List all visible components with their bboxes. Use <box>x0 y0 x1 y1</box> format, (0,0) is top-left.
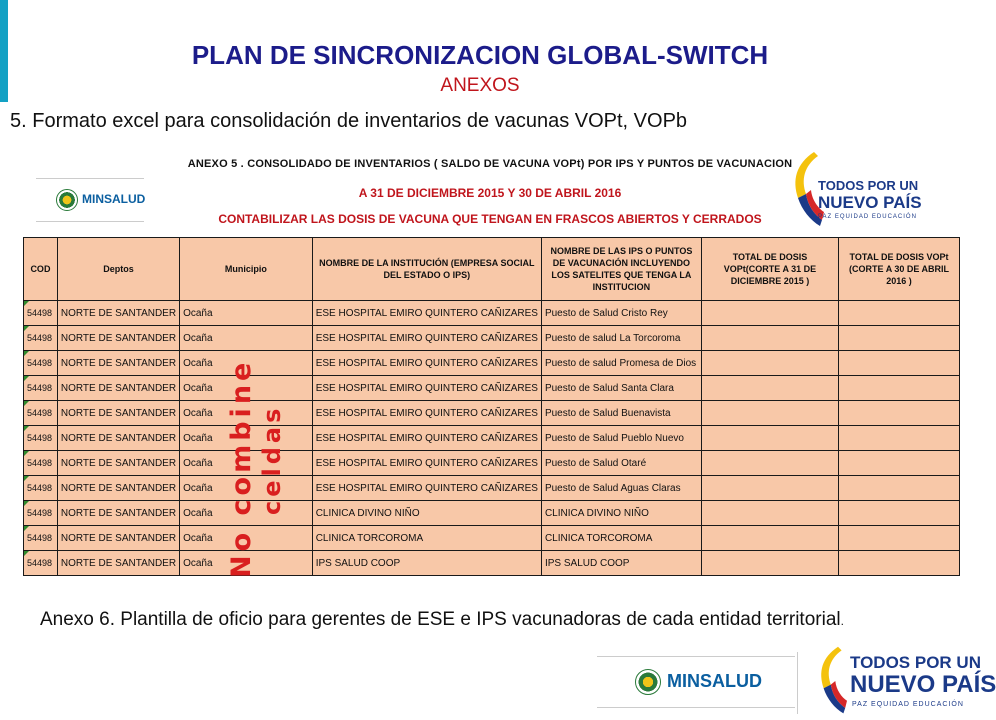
minsalud-logo-text: MINSALUD <box>667 671 762 691</box>
inventory-table <box>23 237 960 576</box>
table-cell[interactable]: Puesto de Salud Cristo Rey <box>541 301 701 326</box>
table-cell[interactable] <box>839 376 960 401</box>
table-cell[interactable]: Ocaña <box>180 501 313 526</box>
column-header: TOTAL DE DOSIS VOPt (CORTE A 30 DE ABRIL 2016 ) <box>839 238 960 301</box>
no-combine-text: No combine <box>226 358 257 578</box>
page-subtitle: ANEXOS <box>440 75 520 96</box>
table-cell[interactable] <box>839 451 960 476</box>
table-cell[interactable]: ESE HOSPITAL EMIRO QUINTERO CAÑIZARES <box>312 401 541 426</box>
tpun-line1: TODOS POR UN <box>818 178 919 193</box>
sheet-date-line: A 31 DE DICIEMBRE 2015 Y 30 DE ABRIL 2016 <box>358 186 622 200</box>
table-cell[interactable]: Puesto de Salud Santa Clara <box>541 376 701 401</box>
table-cell[interactable]: ESE HOSPITAL EMIRO QUINTERO CAÑIZARES <box>312 301 541 326</box>
table-cell[interactable]: NORTE DE SANTANDER <box>57 301 179 326</box>
table-cell[interactable]: Ocaña <box>180 401 313 426</box>
cell-warning-marker-icon <box>24 501 29 506</box>
table-cell[interactable] <box>839 551 960 576</box>
cell-warning-marker-icon <box>24 526 29 531</box>
table-cell[interactable]: ESE HOSPITAL EMIRO QUINTERO CAÑIZARES <box>312 351 541 376</box>
cell-warning-marker-icon <box>24 326 29 331</box>
cell-cod[interactable]: 54498 <box>24 376 58 401</box>
table-cell[interactable]: CLINICA TORCOROMA <box>312 526 541 551</box>
flag-swoosh-icon <box>806 645 852 717</box>
logo-divider <box>797 652 798 714</box>
column-header: NOMBRE DE LA INSTITUCIÓN (EMPRESA SOCIAL DEL ESTADO O IPS) <box>312 238 541 301</box>
table-row <box>24 326 960 351</box>
table-cell[interactable] <box>701 526 838 551</box>
cell-cod[interactable]: 54498 <box>24 351 58 376</box>
table-cell[interactable] <box>701 326 838 351</box>
table-cell[interactable]: NORTE DE SANTANDER <box>57 326 179 351</box>
table-cell[interactable] <box>839 301 960 326</box>
table-cell[interactable] <box>701 501 838 526</box>
cell-warning-marker-icon <box>24 451 29 456</box>
sheet-heading: ANEXO 5 . CONSOLIDADO DE INVENTARIOS ( SALDO DE VACUNA VOPt) POR IPS Y PUNTOS DE VACUNACION <box>187 158 793 170</box>
column-header: Deptos <box>57 238 179 301</box>
cell-warning-marker-icon <box>24 551 29 556</box>
table-cell[interactable] <box>839 526 960 551</box>
minsalud-logo-small <box>36 178 144 222</box>
table-cell[interactable] <box>701 351 838 376</box>
table-cell[interactable]: NORTE DE SANTANDER <box>57 376 179 401</box>
table-cell[interactable]: NORTE DE SANTANDER <box>57 451 179 476</box>
table-cell[interactable]: Ocaña <box>180 376 313 401</box>
table-cell[interactable]: CLINICA DIVINO NIÑO <box>312 501 541 526</box>
cell-warning-marker-icon <box>24 376 29 381</box>
table-row <box>24 451 960 476</box>
tpun-line1: TODOS POR UN <box>850 653 981 672</box>
table-cell[interactable]: NORTE DE SANTANDER <box>57 401 179 426</box>
page-title: PLAN DE SINCRONIZACION GLOBAL-SWITCH <box>191 40 769 70</box>
minsalud-logo-bottom <box>597 656 795 708</box>
annex6-main: Anexo 6. Plantilla de oficio para gerentes de ESE e IPS vacunadoras de cada entidad territorial <box>40 609 841 630</box>
table-cell[interactable] <box>839 501 960 526</box>
table-cell[interactable] <box>701 301 838 326</box>
table-cell[interactable]: CLINICA TORCOROMA <box>541 526 701 551</box>
tpun-line3: PAZ EQUIDAD EDUCACIÓN <box>852 701 964 708</box>
cell-cod[interactable]: 54498 <box>24 526 58 551</box>
table-cell[interactable] <box>701 451 838 476</box>
table-cell[interactable] <box>701 551 838 576</box>
table-row <box>24 401 960 426</box>
cell-cod[interactable]: 54498 <box>24 326 58 351</box>
celdas-text: celdas <box>258 404 286 515</box>
tpun-line2: NUEVO PAÍS <box>818 193 922 212</box>
annex6-trailing: . <box>840 614 844 628</box>
cell-warning-marker-icon <box>24 476 29 481</box>
table-cell[interactable]: NORTE DE SANTANDER <box>57 551 179 576</box>
table-cell[interactable] <box>701 426 838 451</box>
table-cell[interactable]: Ocaña <box>180 426 313 451</box>
table-cell[interactable]: CLINICA DIVINO NIÑO <box>541 501 701 526</box>
table-cell[interactable]: Ocaña <box>180 476 313 501</box>
table-row <box>24 551 960 576</box>
section-title: 5. Formato excel para consolidación de inventarios de vacunas VOPt, VOPb <box>10 110 688 132</box>
table-row <box>24 426 960 451</box>
table-row <box>24 501 960 526</box>
cell-warning-marker-icon <box>24 351 29 356</box>
table-cell[interactable]: Ocaña <box>180 451 313 476</box>
table-cell[interactable]: ESE HOSPITAL EMIRO QUINTERO CAÑIZARES <box>312 326 541 351</box>
table-cell[interactable] <box>839 476 960 501</box>
table-cell[interactable]: Puesto de Salud Otaré <box>541 451 701 476</box>
table-cell[interactable]: Ocaña <box>180 351 313 376</box>
table-row <box>24 376 960 401</box>
table-header-row <box>24 238 960 301</box>
annex6-text <box>40 609 844 631</box>
coat-of-arms-icon <box>56 189 78 211</box>
cell-cod[interactable]: 54498 <box>24 551 58 576</box>
table-cell[interactable]: Puesto de Salud Buenavista <box>541 401 701 426</box>
sheet-instruction: CONTABILIZAR LAS DOSIS DE VACUNA QUE TENGAN EN FRASCOS ABIERTOS Y CERRADOS <box>218 212 762 226</box>
table-cell[interactable]: Puesto de salud La Torcoroma <box>541 326 701 351</box>
column-header: TOTAL DE DOSIS VOPt(CORTE A 31 DE DICIEMBRE 2015 ) <box>701 238 838 301</box>
table-cell[interactable]: Ocaña <box>180 326 313 351</box>
table-cell[interactable] <box>839 326 960 351</box>
table-cell[interactable] <box>839 401 960 426</box>
table-cell[interactable]: NORTE DE SANTANDER <box>57 526 179 551</box>
table-row <box>24 476 960 501</box>
table-cell[interactable]: ESE HOSPITAL EMIRO QUINTERO CAÑIZARES <box>312 426 541 451</box>
cell-cod[interactable]: 54498 <box>24 451 58 476</box>
table-cell[interactable]: Puesto de salud Promesa de Dios <box>541 351 701 376</box>
column-header: COD <box>24 238 58 301</box>
minsalud-logo-text: MINSALUD <box>82 192 146 206</box>
table-cell[interactable] <box>701 401 838 426</box>
todos-por-un-nuevo-pais-logo-bottom <box>806 645 996 717</box>
cell-cod[interactable]: 54498 <box>24 401 58 426</box>
table-row <box>24 526 960 551</box>
table-cell[interactable]: Puesto de Salud Pueblo Nuevo <box>541 426 701 451</box>
table-cell[interactable] <box>839 351 960 376</box>
table-cell[interactable]: IPS SALUD COOP <box>312 551 541 576</box>
column-header: Municipio <box>180 238 313 301</box>
table-cell[interactable]: Ocaña <box>180 526 313 551</box>
table-cell[interactable]: ESE HOSPITAL EMIRO QUINTERO CAÑIZARES <box>312 451 541 476</box>
table-row <box>24 351 960 376</box>
table-row <box>24 301 960 326</box>
table-cell[interactable]: Ocaña <box>180 301 313 326</box>
table-cell[interactable]: Puesto de Salud Aguas Claras <box>541 476 701 501</box>
table-cell[interactable] <box>701 376 838 401</box>
no-combine-watermark <box>228 310 288 580</box>
table-cell[interactable]: ESE HOSPITAL EMIRO QUINTERO CAÑIZARES <box>312 376 541 401</box>
table-cell[interactable]: NORTE DE SANTANDER <box>57 501 179 526</box>
table-cell[interactable]: ESE HOSPITAL EMIRO QUINTERO CAÑIZARES <box>312 476 541 501</box>
tpun-line3: PAZ EQUIDAD EDUCACIÓN <box>818 214 917 220</box>
cell-cod[interactable]: 54498 <box>24 301 58 326</box>
table-cell[interactable]: Ocaña <box>180 551 313 576</box>
table-cell[interactable]: NORTE DE SANTANDER <box>57 351 179 376</box>
coat-of-arms-icon <box>635 669 661 695</box>
cell-warning-marker-icon <box>24 401 29 406</box>
cell-warning-marker-icon <box>24 301 29 306</box>
table-cell[interactable]: NORTE DE SANTANDER <box>57 476 179 501</box>
table-cell[interactable]: NORTE DE SANTANDER <box>57 426 179 451</box>
table-cell[interactable] <box>839 426 960 451</box>
cell-cod[interactable]: 54498 <box>24 501 58 526</box>
cell-cod[interactable]: 54498 <box>24 476 58 501</box>
table-cell[interactable]: IPS SALUD COOP <box>541 551 701 576</box>
todos-por-un-nuevo-pais-logo-top <box>784 150 922 230</box>
table-cell[interactable] <box>701 476 838 501</box>
column-header: NOMBRE DE LAS IPS O PUNTOS DE VACUNACIÓN INCLUYENDO LOS SATELITES QUE TENGA LA INSTITUCION <box>541 238 701 301</box>
cell-cod[interactable]: 54498 <box>24 426 58 451</box>
cell-warning-marker-icon <box>24 426 29 431</box>
tpun-line2: NUEVO PAÍS <box>850 671 996 698</box>
